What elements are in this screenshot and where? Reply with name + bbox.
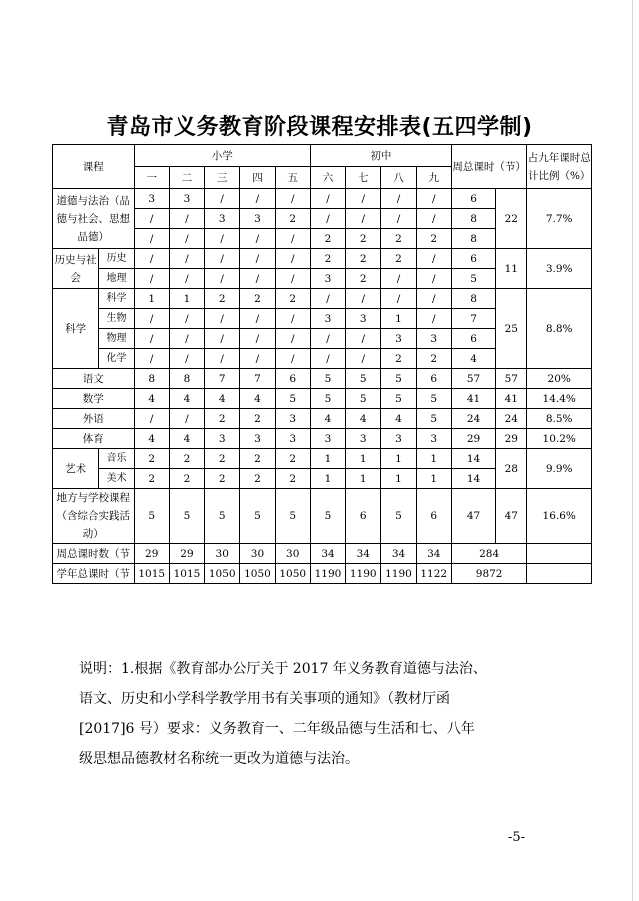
- weekly-hours-cell: 4: [451, 349, 495, 369]
- hour-cell: /: [205, 349, 240, 369]
- hour-cell: 2: [134, 449, 169, 469]
- total-hours-cell: 24: [496, 409, 527, 429]
- summary-cell: 34: [416, 544, 451, 564]
- summary-cell: 34: [346, 544, 381, 564]
- summary-cell: 30: [240, 544, 275, 564]
- hour-cell: 2: [169, 449, 204, 469]
- hour-cell: 6: [275, 369, 310, 389]
- hour-cell: /: [346, 349, 381, 369]
- note-line: [2017]6 号）要求：义务教育一、二年级品德与生活和七、八年: [79, 721, 475, 737]
- header-grade: 三: [205, 167, 240, 189]
- hour-cell: 5: [169, 489, 204, 544]
- course-name: 道德与法治（品德与社会、思想品德）: [53, 189, 135, 249]
- hour-cell: 3: [134, 189, 169, 209]
- weekly-hours-cell: 6: [451, 249, 495, 269]
- total-hours-cell: 11: [496, 249, 527, 289]
- hour-cell: /: [240, 249, 275, 269]
- hour-cell: 2: [310, 249, 345, 269]
- hour-cell: 2: [346, 229, 381, 249]
- hour-cell: 4: [310, 409, 345, 429]
- hour-cell: 5: [275, 489, 310, 544]
- ratio-cell: 3.9%: [527, 249, 592, 289]
- hour-cell: 5: [310, 489, 345, 544]
- hour-cell: 2: [240, 449, 275, 469]
- hour-cell: 5: [416, 389, 451, 409]
- hour-cell: /: [169, 209, 204, 229]
- hour-cell: 2: [205, 469, 240, 489]
- table-row: [53, 369, 592, 389]
- total-hours-cell: 22: [496, 189, 527, 249]
- header-primary: 小学: [134, 145, 310, 167]
- hour-cell: 2: [275, 209, 310, 229]
- hour-cell: /: [240, 269, 275, 289]
- note-line: 说明：1.根据《教育部办公厅关于 2017 年义务教育道德与法治、: [79, 661, 487, 677]
- hour-cell: 5: [346, 389, 381, 409]
- hour-cell: /: [240, 189, 275, 209]
- hour-cell: 2: [205, 289, 240, 309]
- ratio-cell: 16.6%: [527, 489, 592, 544]
- weekly-hours-cell: 47: [451, 489, 495, 544]
- course-name: 科学: [53, 289, 99, 369]
- hour-cell: 3: [275, 429, 310, 449]
- hour-cell: 3: [381, 429, 416, 449]
- hour-cell: /: [416, 269, 451, 289]
- hour-cell: 2: [381, 349, 416, 369]
- hour-cell: 5: [416, 409, 451, 429]
- hour-cell: /: [205, 269, 240, 289]
- hour-cell: /: [169, 229, 204, 249]
- hour-cell: 5: [381, 369, 416, 389]
- hour-cell: 6: [346, 489, 381, 544]
- hour-cell: 2: [275, 289, 310, 309]
- weekly-hours-cell: 41: [451, 389, 495, 409]
- hour-cell: /: [416, 289, 451, 309]
- summary-cell: 30: [205, 544, 240, 564]
- explanatory-note: [79, 654, 579, 774]
- hour-cell: 2: [346, 249, 381, 269]
- summary-cell: 34: [381, 544, 416, 564]
- course-name: 语文: [53, 369, 135, 389]
- hour-cell: /: [205, 189, 240, 209]
- hour-cell: /: [134, 409, 169, 429]
- course-name: 地方与学校课程（含综合实践活动）: [53, 489, 135, 544]
- hour-cell: /: [275, 309, 310, 329]
- total-hours-cell: 57: [496, 369, 527, 389]
- hour-cell: /: [381, 209, 416, 229]
- table-row: [53, 249, 592, 269]
- hour-cell: 5: [240, 489, 275, 544]
- hour-cell: 6: [416, 369, 451, 389]
- hour-cell: 1: [381, 469, 416, 489]
- hour-cell: /: [381, 269, 416, 289]
- hour-cell: /: [205, 329, 240, 349]
- hour-cell: /: [346, 189, 381, 209]
- weekly-hours-cell: 14: [451, 469, 495, 489]
- hour-cell: /: [169, 329, 204, 349]
- summary-cell: 1015: [134, 564, 169, 584]
- summary-cell: 1050: [275, 564, 310, 584]
- hour-cell: /: [381, 189, 416, 209]
- hour-cell: 7: [205, 369, 240, 389]
- table-row: [53, 409, 592, 429]
- summary-cell: 29: [169, 544, 204, 564]
- table-row: [53, 289, 592, 309]
- summary-cell: 1190: [346, 564, 381, 584]
- hour-cell: 5: [310, 369, 345, 389]
- hour-cell: /: [169, 349, 204, 369]
- summary-cell: 1122: [416, 564, 451, 584]
- weekly-hours-cell: 8: [451, 289, 495, 309]
- hour-cell: 2: [381, 229, 416, 249]
- ratio-cell: 14.4%: [527, 389, 592, 409]
- hour-cell: /: [381, 289, 416, 309]
- hour-cell: /: [346, 289, 381, 309]
- hour-cell: 8: [169, 369, 204, 389]
- hour-cell: 4: [240, 389, 275, 409]
- hour-cell: 3: [381, 329, 416, 349]
- hour-cell: 5: [381, 389, 416, 409]
- table-row: [53, 544, 592, 564]
- hour-cell: 3: [416, 429, 451, 449]
- hour-cell: 4: [134, 429, 169, 449]
- hour-cell: /: [310, 189, 345, 209]
- hour-cell: 2: [169, 469, 204, 489]
- hour-cell: /: [169, 309, 204, 329]
- hour-cell: 3: [310, 269, 345, 289]
- summary-cell: 34: [310, 544, 345, 564]
- hour-cell: 1: [346, 469, 381, 489]
- hour-cell: 1: [381, 309, 416, 329]
- hour-cell: 6: [416, 489, 451, 544]
- page-title: 青岛市义务教育阶段课程安排表(五四学制): [106, 115, 533, 140]
- hour-cell: /: [346, 209, 381, 229]
- table-row: [53, 145, 592, 167]
- hour-cell: 1: [416, 469, 451, 489]
- total-hours-cell: 29: [496, 429, 527, 449]
- hour-cell: /: [169, 409, 204, 429]
- header-middle: 初中: [310, 145, 451, 167]
- hour-cell: /: [310, 209, 345, 229]
- hour-cell: 4: [169, 389, 204, 409]
- hour-cell: 1: [134, 289, 169, 309]
- hour-cell: 2: [205, 449, 240, 469]
- hour-cell: 5: [346, 369, 381, 389]
- subcourse-name: 历史: [99, 249, 134, 269]
- weekly-hours-cell: 14: [451, 449, 495, 469]
- hour-cell: 4: [381, 409, 416, 429]
- hour-cell: 3: [240, 209, 275, 229]
- note-line: 语文、历史和小学科学教学用书有关事项的通知》（教材厅函: [79, 691, 450, 707]
- hour-cell: /: [416, 309, 451, 329]
- hour-cell: /: [310, 329, 345, 349]
- weekly-hours-cell: 6: [451, 189, 495, 209]
- hour-cell: /: [416, 209, 451, 229]
- hour-cell: /: [134, 329, 169, 349]
- header-nine-year-ratio: 占九年课时总计比例（%）: [527, 145, 592, 189]
- summary-cell: 1050: [205, 564, 240, 584]
- summary-total: 9872: [451, 564, 527, 584]
- header-grade: 四: [240, 167, 275, 189]
- header-weekly-hours: 周总课时（节）: [451, 145, 527, 189]
- hour-cell: 4: [134, 389, 169, 409]
- hour-cell: /: [275, 349, 310, 369]
- hour-cell: 2: [275, 469, 310, 489]
- hour-cell: /: [205, 309, 240, 329]
- hour-cell: 2: [240, 289, 275, 309]
- subcourse-name: 美术: [99, 469, 134, 489]
- hour-cell: /: [310, 349, 345, 369]
- hour-cell: 2: [346, 269, 381, 289]
- course-name: 艺术: [53, 449, 99, 489]
- summary-total: 284: [451, 544, 527, 564]
- page-number: -5-: [508, 830, 526, 845]
- hour-cell: 3: [169, 189, 204, 209]
- hour-cell: /: [346, 329, 381, 349]
- hour-cell: 8: [134, 369, 169, 389]
- subcourse-name: 音乐: [99, 449, 134, 469]
- summary-cell: 1190: [310, 564, 345, 584]
- note-line: 级思想品德教材名称统一更改为道德与法治。: [79, 751, 359, 767]
- header-grade: 九: [416, 167, 451, 189]
- hour-cell: /: [134, 309, 169, 329]
- hour-cell: 1: [416, 449, 451, 469]
- header-grade: 五: [275, 167, 310, 189]
- hour-cell: /: [416, 189, 451, 209]
- curriculum-table: [52, 144, 592, 584]
- hour-cell: /: [416, 249, 451, 269]
- weekly-hours-cell: 24: [451, 409, 495, 429]
- ratio-cell: 8.8%: [527, 289, 592, 369]
- summary-empty: [527, 544, 592, 564]
- hour-cell: /: [205, 249, 240, 269]
- hour-cell: 1: [310, 469, 345, 489]
- summary-cell: 1015: [169, 564, 204, 584]
- hour-cell: 3: [240, 429, 275, 449]
- hour-cell: 3: [416, 329, 451, 349]
- hour-cell: /: [169, 269, 204, 289]
- total-hours-cell: 47: [496, 489, 527, 544]
- hour-cell: 1: [169, 289, 204, 309]
- ratio-cell: 7.7%: [527, 189, 592, 249]
- hour-cell: 3: [346, 309, 381, 329]
- table-row: [53, 429, 592, 449]
- hour-cell: 3: [346, 429, 381, 449]
- header-grade: 八: [381, 167, 416, 189]
- summary-label: 周总课时数（节: [53, 544, 135, 564]
- hour-cell: 7: [240, 369, 275, 389]
- ratio-cell: 9.9%: [527, 449, 592, 489]
- table-row: [53, 449, 592, 469]
- table-row: [53, 564, 592, 584]
- header-grade: 六: [310, 167, 345, 189]
- hour-cell: /: [240, 349, 275, 369]
- subcourse-name: 地理: [99, 269, 134, 289]
- hour-cell: /: [275, 229, 310, 249]
- weekly-hours-cell: 5: [451, 269, 495, 289]
- hour-cell: 2: [205, 409, 240, 429]
- hour-cell: /: [275, 269, 310, 289]
- hour-cell: /: [134, 209, 169, 229]
- hour-cell: /: [169, 249, 204, 269]
- hour-cell: 5: [134, 489, 169, 544]
- subcourse-name: 物理: [99, 329, 134, 349]
- subcourse-name: 化学: [99, 349, 134, 369]
- total-hours-cell: 41: [496, 389, 527, 409]
- hour-cell: 2: [240, 409, 275, 429]
- hour-cell: /: [240, 229, 275, 249]
- hour-cell: 4: [346, 409, 381, 429]
- hour-cell: /: [134, 349, 169, 369]
- weekly-hours-cell: 6: [451, 329, 495, 349]
- course-name: 体育: [53, 429, 135, 449]
- hour-cell: /: [240, 329, 275, 349]
- hour-cell: 3: [310, 309, 345, 329]
- ratio-cell: 20%: [527, 369, 592, 389]
- ratio-cell: 10.2%: [527, 429, 592, 449]
- hour-cell: 2: [240, 469, 275, 489]
- hour-cell: 3: [275, 409, 310, 429]
- summary-cell: 29: [134, 544, 169, 564]
- hour-cell: /: [134, 269, 169, 289]
- total-hours-cell: 25: [496, 289, 527, 369]
- weekly-hours-cell: 57: [451, 369, 495, 389]
- hour-cell: 5: [275, 389, 310, 409]
- hour-cell: 2: [416, 349, 451, 369]
- weekly-hours-cell: 7: [451, 309, 495, 329]
- course-name: 历史与社会: [53, 249, 99, 289]
- header-grade: 一: [134, 167, 169, 189]
- weekly-hours-cell: 8: [451, 229, 495, 249]
- total-hours-cell: 28: [496, 449, 527, 489]
- summary-empty: [527, 564, 592, 584]
- hour-cell: 2: [416, 229, 451, 249]
- hour-cell: 5: [310, 389, 345, 409]
- course-name: 外语: [53, 409, 135, 429]
- hour-cell: 5: [381, 489, 416, 544]
- hour-cell: 1: [310, 449, 345, 469]
- hour-cell: /: [275, 189, 310, 209]
- header-course: 课程: [53, 145, 135, 189]
- hour-cell: 3: [205, 429, 240, 449]
- hour-cell: 5: [205, 489, 240, 544]
- ratio-cell: 8.5%: [527, 409, 592, 429]
- summary-cell: 1190: [381, 564, 416, 584]
- summary-cell: 1050: [240, 564, 275, 584]
- header-grade: 二: [169, 167, 204, 189]
- hour-cell: 2: [134, 469, 169, 489]
- table-row: [53, 489, 592, 544]
- hour-cell: 2: [275, 449, 310, 469]
- hour-cell: 3: [205, 209, 240, 229]
- hour-cell: /: [134, 229, 169, 249]
- hour-cell: 1: [381, 449, 416, 469]
- hour-cell: /: [240, 309, 275, 329]
- hour-cell: 4: [169, 429, 204, 449]
- hour-cell: /: [275, 329, 310, 349]
- weekly-hours-cell: 8: [451, 209, 495, 229]
- hour-cell: 2: [381, 249, 416, 269]
- course-name: 数学: [53, 389, 135, 409]
- subcourse-name: 生物: [99, 309, 134, 329]
- hour-cell: 2: [310, 229, 345, 249]
- weekly-hours-cell: 29: [451, 429, 495, 449]
- hour-cell: /: [275, 249, 310, 269]
- table-row: [53, 389, 592, 409]
- hour-cell: /: [134, 249, 169, 269]
- summary-cell: 30: [275, 544, 310, 564]
- hour-cell: /: [205, 229, 240, 249]
- table-row: [53, 189, 592, 209]
- hour-cell: /: [310, 289, 345, 309]
- hour-cell: 3: [310, 429, 345, 449]
- summary-label: 学年总课时（节: [53, 564, 135, 584]
- header-grade: 七: [346, 167, 381, 189]
- subcourse-name: 科学: [99, 289, 134, 309]
- hour-cell: 4: [205, 389, 240, 409]
- hour-cell: 1: [346, 449, 381, 469]
